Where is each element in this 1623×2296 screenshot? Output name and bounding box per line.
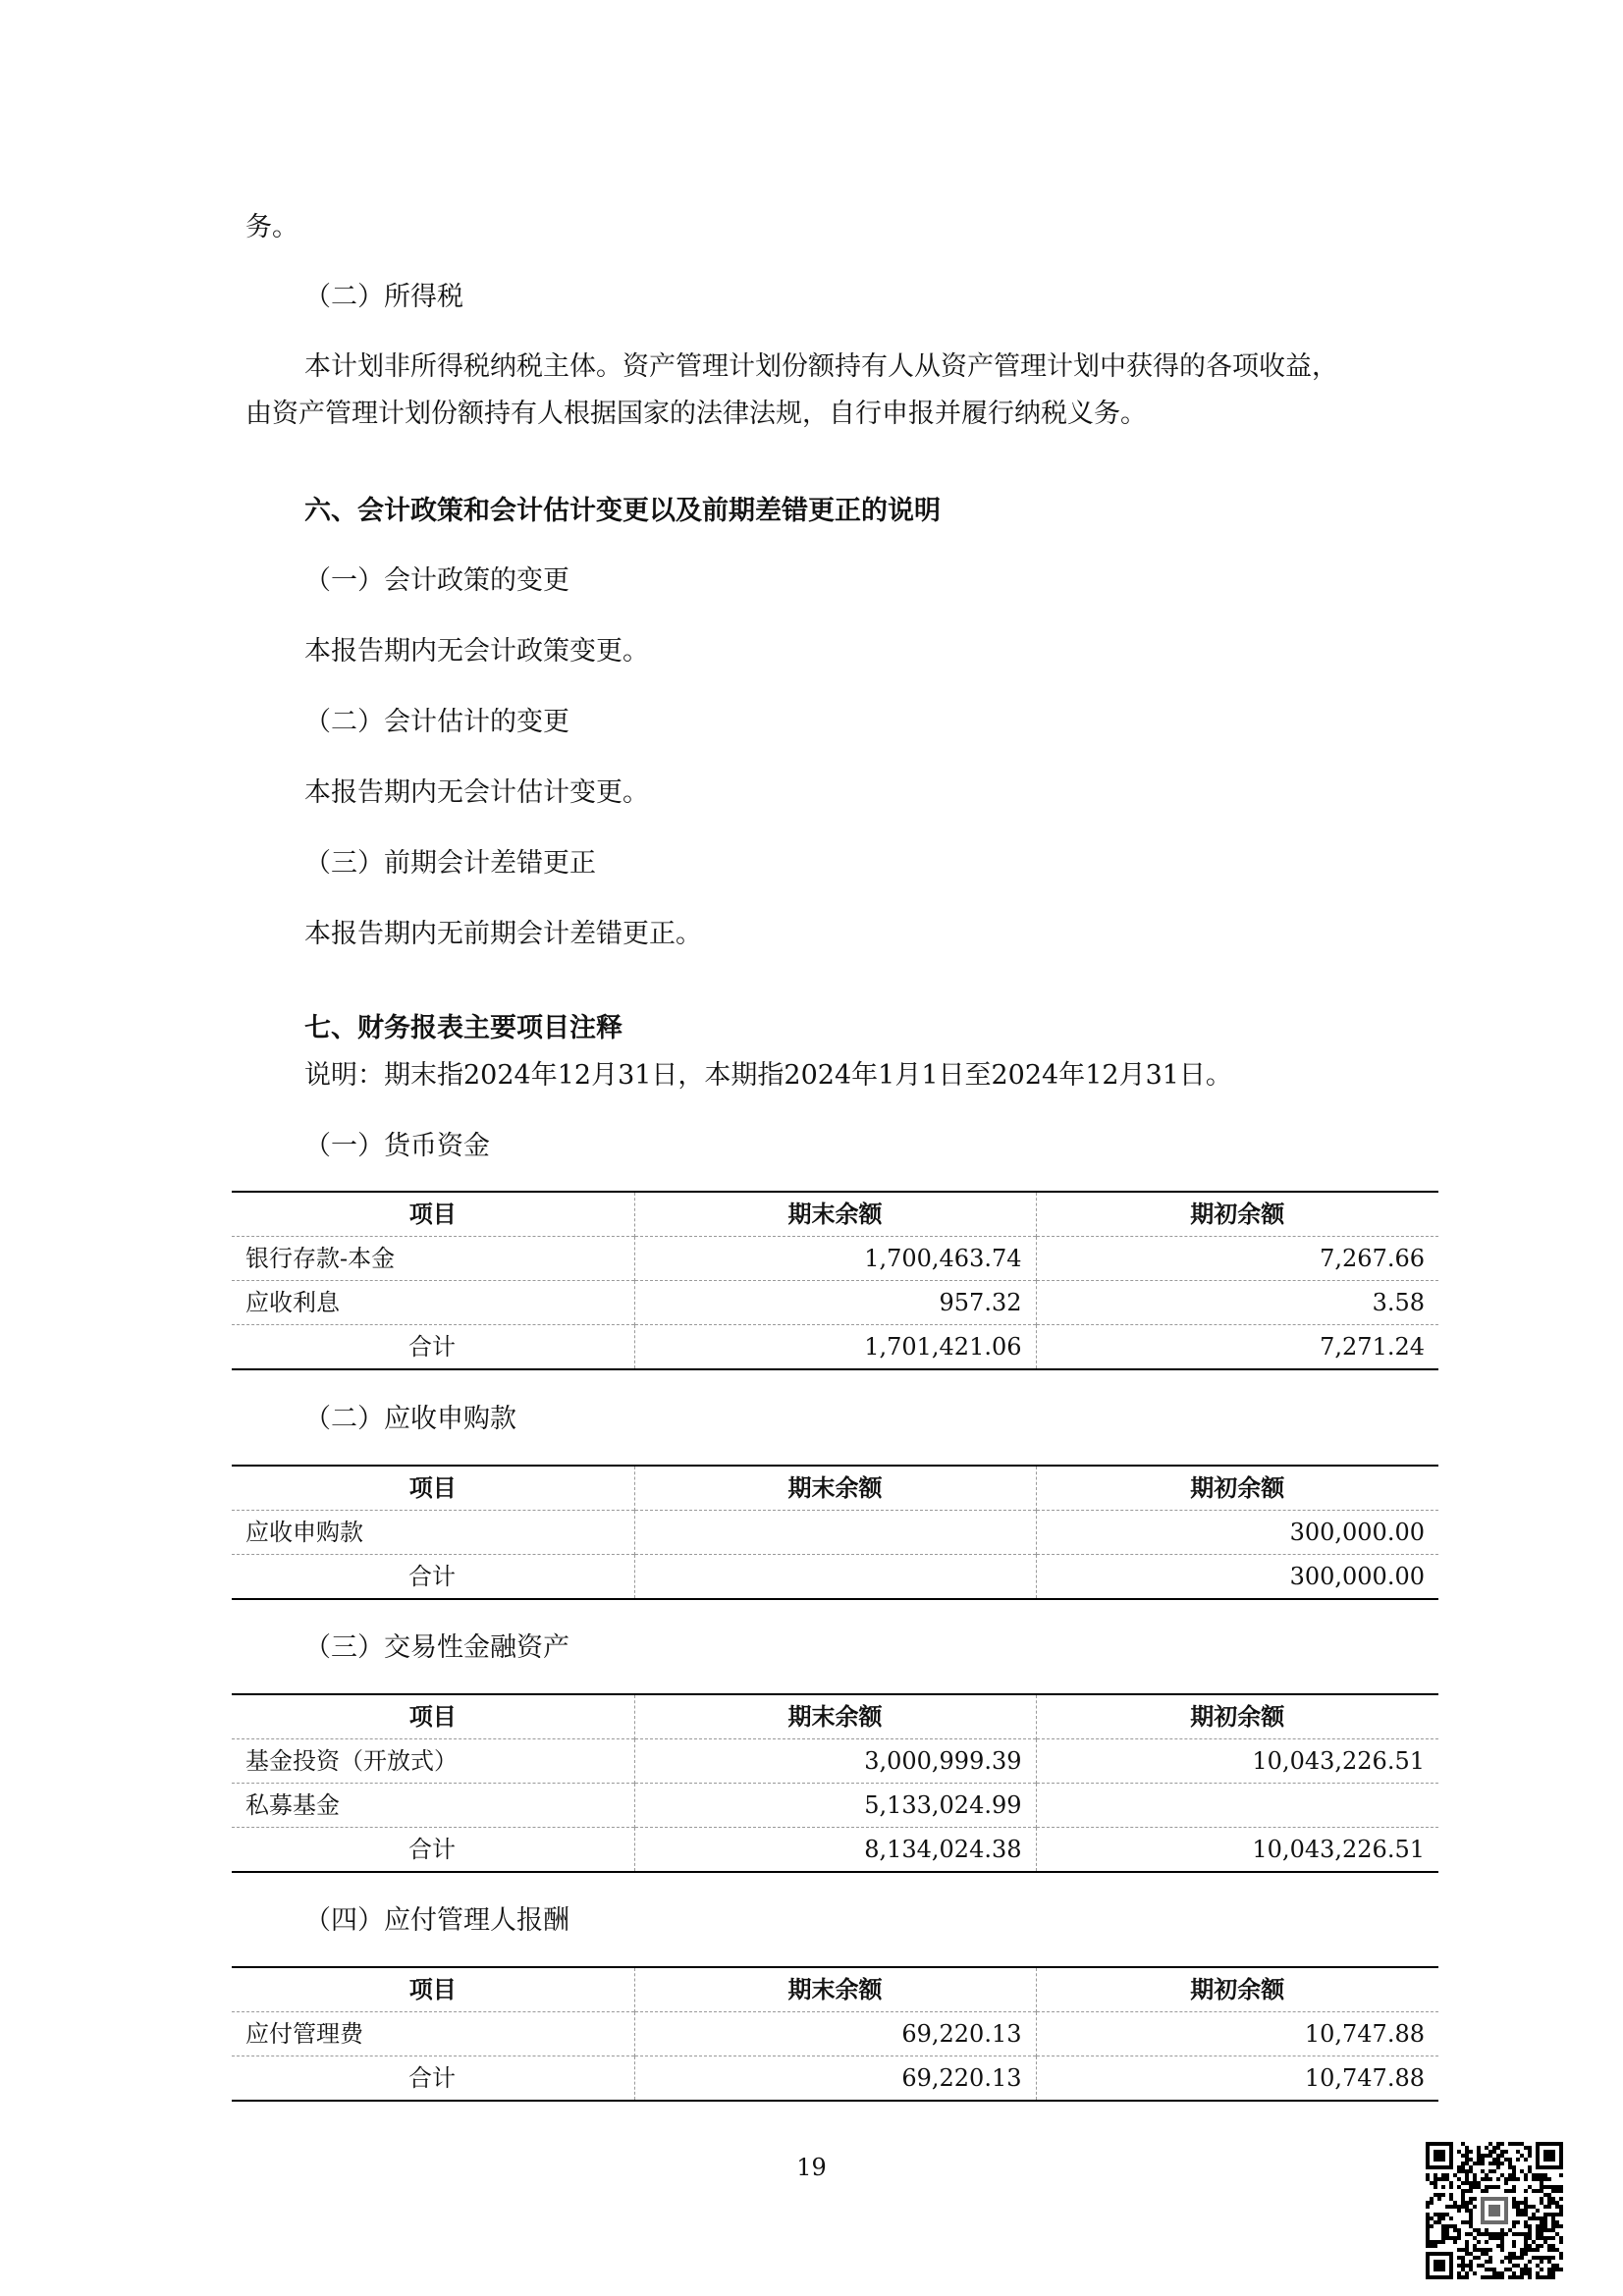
opening-value: 10,747.88 bbox=[1036, 2012, 1438, 2056]
opening-value: 3.58 bbox=[1036, 1281, 1438, 1325]
subheading-error-correction: （三）前期会计差错更正 bbox=[304, 848, 596, 879]
table-row bbox=[232, 1281, 1438, 1325]
total-label: 合计 bbox=[232, 1828, 634, 1873]
closing-total: 8,134,024.38 bbox=[634, 1828, 1036, 1873]
closing-value: 3,000,999.39 bbox=[634, 1739, 1036, 1784]
opening-value bbox=[1036, 1784, 1438, 1828]
table-header-row bbox=[232, 1466, 1438, 1511]
section-6-heading: 六、会计政策和会计估计变更以及前期差错更正的说明 bbox=[304, 496, 941, 526]
col-header-opening: 期初余额 bbox=[1036, 1466, 1438, 1511]
table-row bbox=[232, 1784, 1438, 1828]
col-header-item: 项目 bbox=[408, 1976, 457, 2003]
subheading-estimate-change: （二）会计估计的变更 bbox=[304, 707, 569, 737]
col-header-opening: 期初余额 bbox=[1036, 1967, 1438, 2012]
table-title-trading-assets: （三）交易性金融资产 bbox=[304, 1632, 569, 1663]
closing-value: 957.32 bbox=[634, 1281, 1036, 1325]
subscription-table bbox=[232, 1465, 1438, 1600]
trading-assets-table bbox=[232, 1693, 1438, 1873]
qr-code-icon bbox=[1422, 2138, 1567, 2283]
opening-value: 10,043,226.51 bbox=[1036, 1739, 1438, 1784]
table-total-row bbox=[232, 1828, 1438, 1873]
col-header-item: 项目 bbox=[408, 1703, 457, 1731]
paragraph-continuation: 务。 bbox=[245, 212, 298, 242]
paragraph-income-tax-line1: 本计划非所得税纳税主体。资产管理计划份额持有人从资产管理计划中获得的各项收益， bbox=[304, 351, 1338, 382]
closing-value bbox=[634, 1511, 1036, 1555]
opening-total: 10,043,226.51 bbox=[1036, 1828, 1438, 1873]
table-title-cash: （一）货币资金 bbox=[304, 1131, 490, 1161]
page-number: 19 bbox=[796, 2154, 827, 2181]
col-header-closing: 期末余额 bbox=[634, 1466, 1036, 1511]
row-label: 应收利息 bbox=[232, 1281, 634, 1325]
closing-value: 69,220.13 bbox=[634, 2012, 1036, 2056]
row-label: 应付管理费 bbox=[232, 2012, 634, 2056]
table-row bbox=[232, 1511, 1438, 1555]
table-title-subscription: （二）应收申购款 bbox=[304, 1404, 516, 1434]
total-label: 合计 bbox=[232, 1325, 634, 1370]
row-label: 私募基金 bbox=[232, 1784, 634, 1828]
closing-total: 69,220.13 bbox=[634, 2056, 1036, 2102]
closing-total bbox=[634, 1555, 1036, 1600]
opening-total: 300,000.00 bbox=[1036, 1555, 1438, 1600]
opening-value: 300,000.00 bbox=[1036, 1511, 1438, 1555]
table-total-row bbox=[232, 1325, 1438, 1370]
period-note: 说明：期末指2024年12月31日，本期指2024年1月1日至2024年12月31日。 bbox=[304, 1060, 1232, 1091]
table-header-row bbox=[232, 1967, 1438, 2012]
table-total-row bbox=[232, 1555, 1438, 1600]
table-header-row bbox=[232, 1694, 1438, 1739]
col-header-opening: 期初余额 bbox=[1036, 1694, 1438, 1739]
table-header-row bbox=[232, 1192, 1438, 1237]
row-label: 基金投资（开放式） bbox=[232, 1739, 634, 1784]
subheading-income-tax: （二）所得税 bbox=[304, 282, 463, 312]
paragraph-error-correction: 本报告期内无前期会计差错更正。 bbox=[304, 919, 702, 949]
col-header-closing: 期末余额 bbox=[634, 1967, 1036, 2012]
table-total-row bbox=[232, 2056, 1438, 2102]
col-header-item: 项目 bbox=[408, 1474, 457, 1502]
opening-value: 7,267.66 bbox=[1036, 1237, 1438, 1281]
col-header-closing: 期末余额 bbox=[634, 1694, 1036, 1739]
manager-fee-table bbox=[232, 1966, 1438, 2102]
table-row bbox=[232, 1237, 1438, 1281]
closing-value: 1,700,463.74 bbox=[634, 1237, 1036, 1281]
total-label: 合计 bbox=[232, 1555, 634, 1600]
subheading-policy-change: （一）会计政策的变更 bbox=[304, 565, 569, 596]
closing-total: 1,701,421.06 bbox=[634, 1325, 1036, 1370]
closing-value: 5,133,024.99 bbox=[634, 1784, 1036, 1828]
row-label: 应收申购款 bbox=[232, 1511, 634, 1555]
paragraph-policy-change: 本报告期内无会计政策变更。 bbox=[304, 636, 649, 667]
table-row bbox=[232, 1739, 1438, 1784]
table-title-manager-fee: （四）应付管理人报酬 bbox=[304, 1905, 569, 1936]
col-header-opening: 期初余额 bbox=[1036, 1192, 1438, 1237]
section-7-heading: 七、财务报表主要项目注释 bbox=[304, 1013, 622, 1043]
opening-total: 7,271.24 bbox=[1036, 1325, 1438, 1370]
opening-total: 10,747.88 bbox=[1036, 2056, 1438, 2102]
total-label: 合计 bbox=[232, 2056, 634, 2102]
paragraph-estimate-change: 本报告期内无会计估计变更。 bbox=[304, 777, 649, 808]
row-label: 银行存款-本金 bbox=[232, 1237, 634, 1281]
col-header-closing: 期末余额 bbox=[634, 1192, 1036, 1237]
col-header-item: 项目 bbox=[408, 1201, 457, 1228]
table-row bbox=[232, 2012, 1438, 2056]
paragraph-income-tax-line2: 由资产管理计划份额持有人根据国家的法律法规，自行申报并履行纳税义务。 bbox=[245, 399, 1147, 429]
cash-table bbox=[232, 1191, 1438, 1370]
